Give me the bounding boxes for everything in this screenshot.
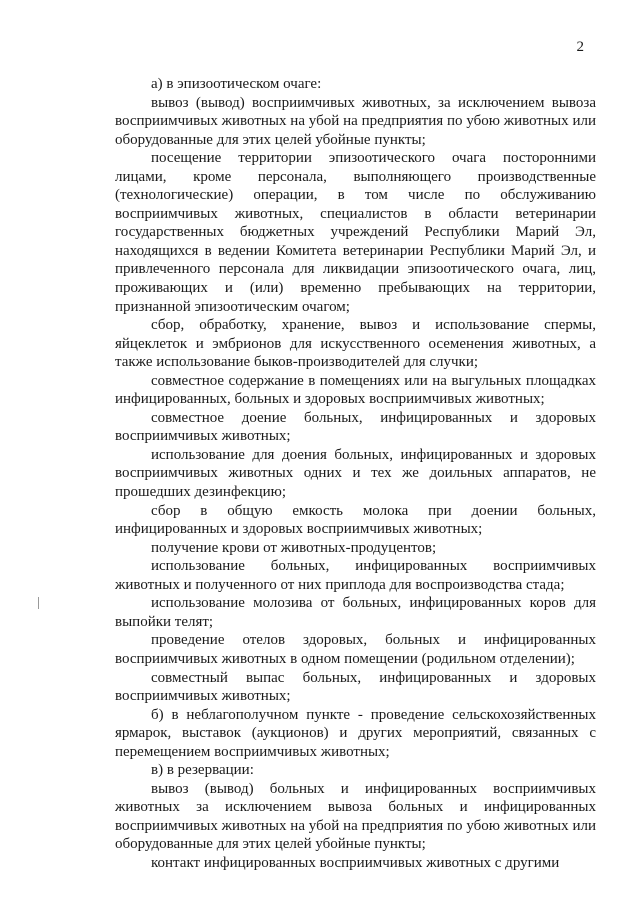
- paragraph-colostrum-use: использование молозива от больных, инфицированных коров для выпойки телят;: [115, 595, 596, 630]
- paragraph-joint-grazing: совместный выпас больных, инфицированных и здоровых восприимчивых животных;: [115, 669, 596, 705]
- paragraph-joint-keeping: совместное содержание в помещениях или на выгульных площадках инфицированных, больных и здоровых восприимчивых животных;: [115, 372, 596, 408]
- paragraph-unfavorable-point: б) в неблагополучном пункте - проведение сельскохозяйственных ярмарок, выставок (аукционов) и других мероприятий, связанных с перемещением восприимчивых животных;: [115, 706, 596, 760]
- paragraph-joint-milking: совместное доение больных, инфицированных и здоровых восприимчивых животных;: [115, 409, 596, 445]
- paragraph-calving: проведение отелов здоровых, больных и инфицированных восприимчивых животных в одном помещении (родильном отделении);: [115, 632, 596, 667]
- paragraph-milk-collection: сбор в общую емкость молока при доении больных, инфицированных и здоровых восприимчивых животных;: [115, 502, 596, 538]
- scan-artifact: [38, 597, 39, 609]
- paragraph-visiting-territory: посещение территории эпизоотического очага посторонними лицами, кроме персонала, выполняющего производственные (технологические) операции, в том числе по обслуживанию восприимчивых животных, специалистов в области ветеринарии государственных бюджетных учреждений Республики Марий Эл, находящихся в ведении Комитета ветеринарии Республики Марий Эл, и привлеченного персонала для ликвидации эпизоотического очага, лиц, проживающих и (или) временно пребывающих на территории, признанной эпизоотическим очагом;: [115, 150, 596, 315]
- paragraph-removal-of-animals: вывоз (вывод) восприимчивых животных, за исключением вывоза восприимчивых животных на убой на предприятия по убою животных или оборудованные для этих целей убойные пункты;: [115, 94, 596, 148]
- paragraph-sperm-collection: сбор, обработку, хранение, вывоз и использование спермы, яйцеклеток и эмбрионов для искусственного осеменения животных, а также использование быков-производителей для случки;: [115, 317, 596, 371]
- paragraph-breeding-use: использование больных, инфицированных восприимчивых животных и полученного от них приплода для воспроизводства стада;: [115, 558, 596, 593]
- paragraph-reservation-heading: в) в резервации:: [151, 762, 254, 779]
- paragraph-contact-infected: контакт инфицированных восприимчивых животных с другими: [151, 854, 560, 871]
- paragraph-reservation-removal: вывоз (вывод) больных и инфицированных восприимчивых животных за исключением вывоза больных и инфицированных восприимчивых животных на убой на предприятия по убою животных или оборудованные для этих целей убойные пункты;: [115, 780, 596, 853]
- document-body: [115, 75, 596, 873]
- paragraph-blood-collection: получение крови от животных-продуцентов;: [151, 539, 437, 556]
- page-number: 2: [576, 39, 584, 55]
- paragraph-milking-machines: использование для доения больных, инфицированных и здоровых восприимчивых животных одних и тех же доильных аппаратов, не прошедших дезинфекцию;: [115, 446, 596, 501]
- paragraph-episootic-focus-heading: а) в эпизоотическом очаге:: [151, 76, 322, 92]
